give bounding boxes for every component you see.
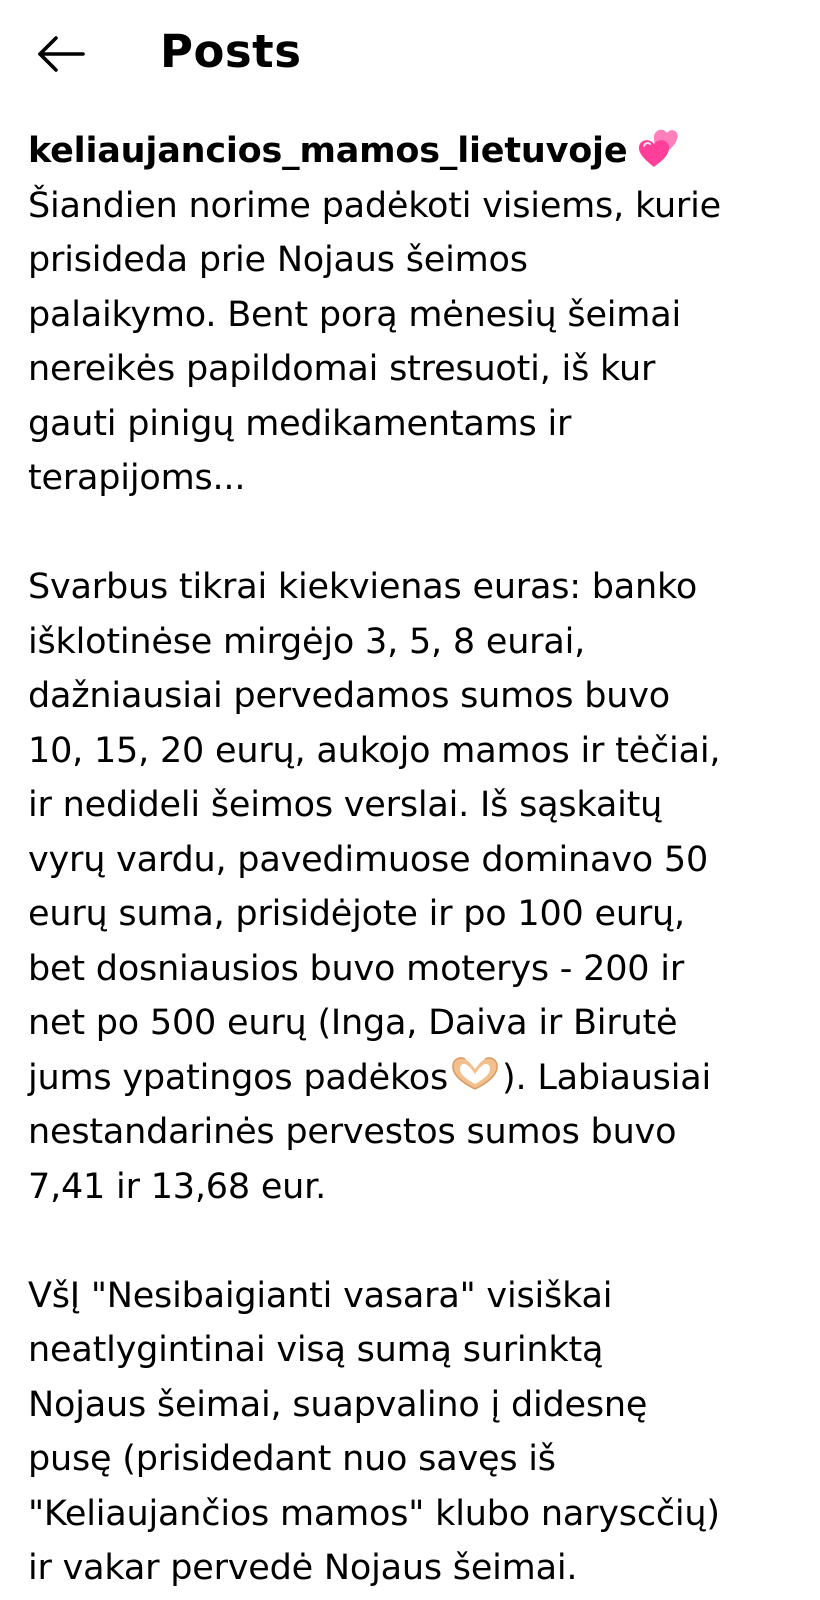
caption-line: ir nedideli šeimos verslai. Iš sąskaitų [28, 785, 663, 825]
caption-line: gauti pinigų medikamentams ir [28, 403, 572, 444]
heart-hands-emoji [449, 1053, 501, 1093]
post-caption [28, 124, 808, 1596]
caption-text: jums ypatingos padėkos [28, 1057, 449, 1098]
arrow-left-icon [36, 34, 86, 74]
caption-line: vyrų vardu, pavedimuose dominavo 50 [28, 839, 709, 880]
caption-line: nestandarinės pervestos sumos buvo [28, 1112, 677, 1152]
caption-line: VšĮ "Nesibaigianti vasara" visiškai [28, 1275, 613, 1316]
caption-author-line [28, 124, 808, 179]
caption-line: palaikymo. Bent porą mėnesių šeimai [28, 294, 681, 335]
page-title: Posts [160, 25, 302, 78]
caption-line: net po 500 eurų (Inga, Daiva ir Birutė [28, 1003, 678, 1043]
caption-line: terapijoms... [28, 458, 246, 498]
back-button[interactable] [28, 26, 92, 82]
caption-line: ir vakar pervedė Nojaus šeimai. [28, 1548, 578, 1588]
paragraph-spacer [28, 1214, 808, 1269]
caption-line: Svarbus tikrai kiekvienas euras: banko [28, 567, 698, 607]
caption-line: bet dosniausios buvo moterys - 200 ir [28, 948, 685, 989]
author-username-link[interactable]: keliaujancios_mamos_lietuvoje [28, 131, 628, 171]
caption-text: ). Labiausiai [502, 1057, 712, 1098]
two-hearts-emoji [633, 125, 683, 169]
paragraph-spacer [28, 506, 808, 561]
caption-line: dažniausiai pervedamos sumos buvo [28, 676, 670, 716]
caption-line: eurų suma, prisidėjote ir po 100 eurų, [28, 894, 685, 934]
top-bar [0, 0, 820, 104]
caption-line-with-emoji [28, 1051, 808, 1106]
caption-line: Nojaus šeimai, suapvalino į didesnę [28, 1384, 648, 1425]
caption-line: pusę (prisidedant nuo savęs iš [28, 1439, 556, 1479]
caption-line: neatlygintinai visą sumą surinktą [28, 1330, 604, 1370]
caption-line: Šiandien norime padėkoti visiems, kurie [28, 185, 721, 226]
caption-line: prisideda prie Nojaus šeimos [28, 240, 528, 280]
caption-line: 10, 15, 20 eurų, aukojo mamos ir tėčiai, [28, 730, 721, 771]
caption-line: išklotinėse mirgėjo 3, 5, 8 eurai, [28, 621, 586, 662]
caption-line: nereikės papildomai stresuoti, iš kur [28, 349, 656, 389]
caption-line: 7,41 ir 13,68 eur. [28, 1166, 327, 1207]
caption-line: "Keliaujančios mamos" klubo naryscčių) [28, 1493, 720, 1534]
